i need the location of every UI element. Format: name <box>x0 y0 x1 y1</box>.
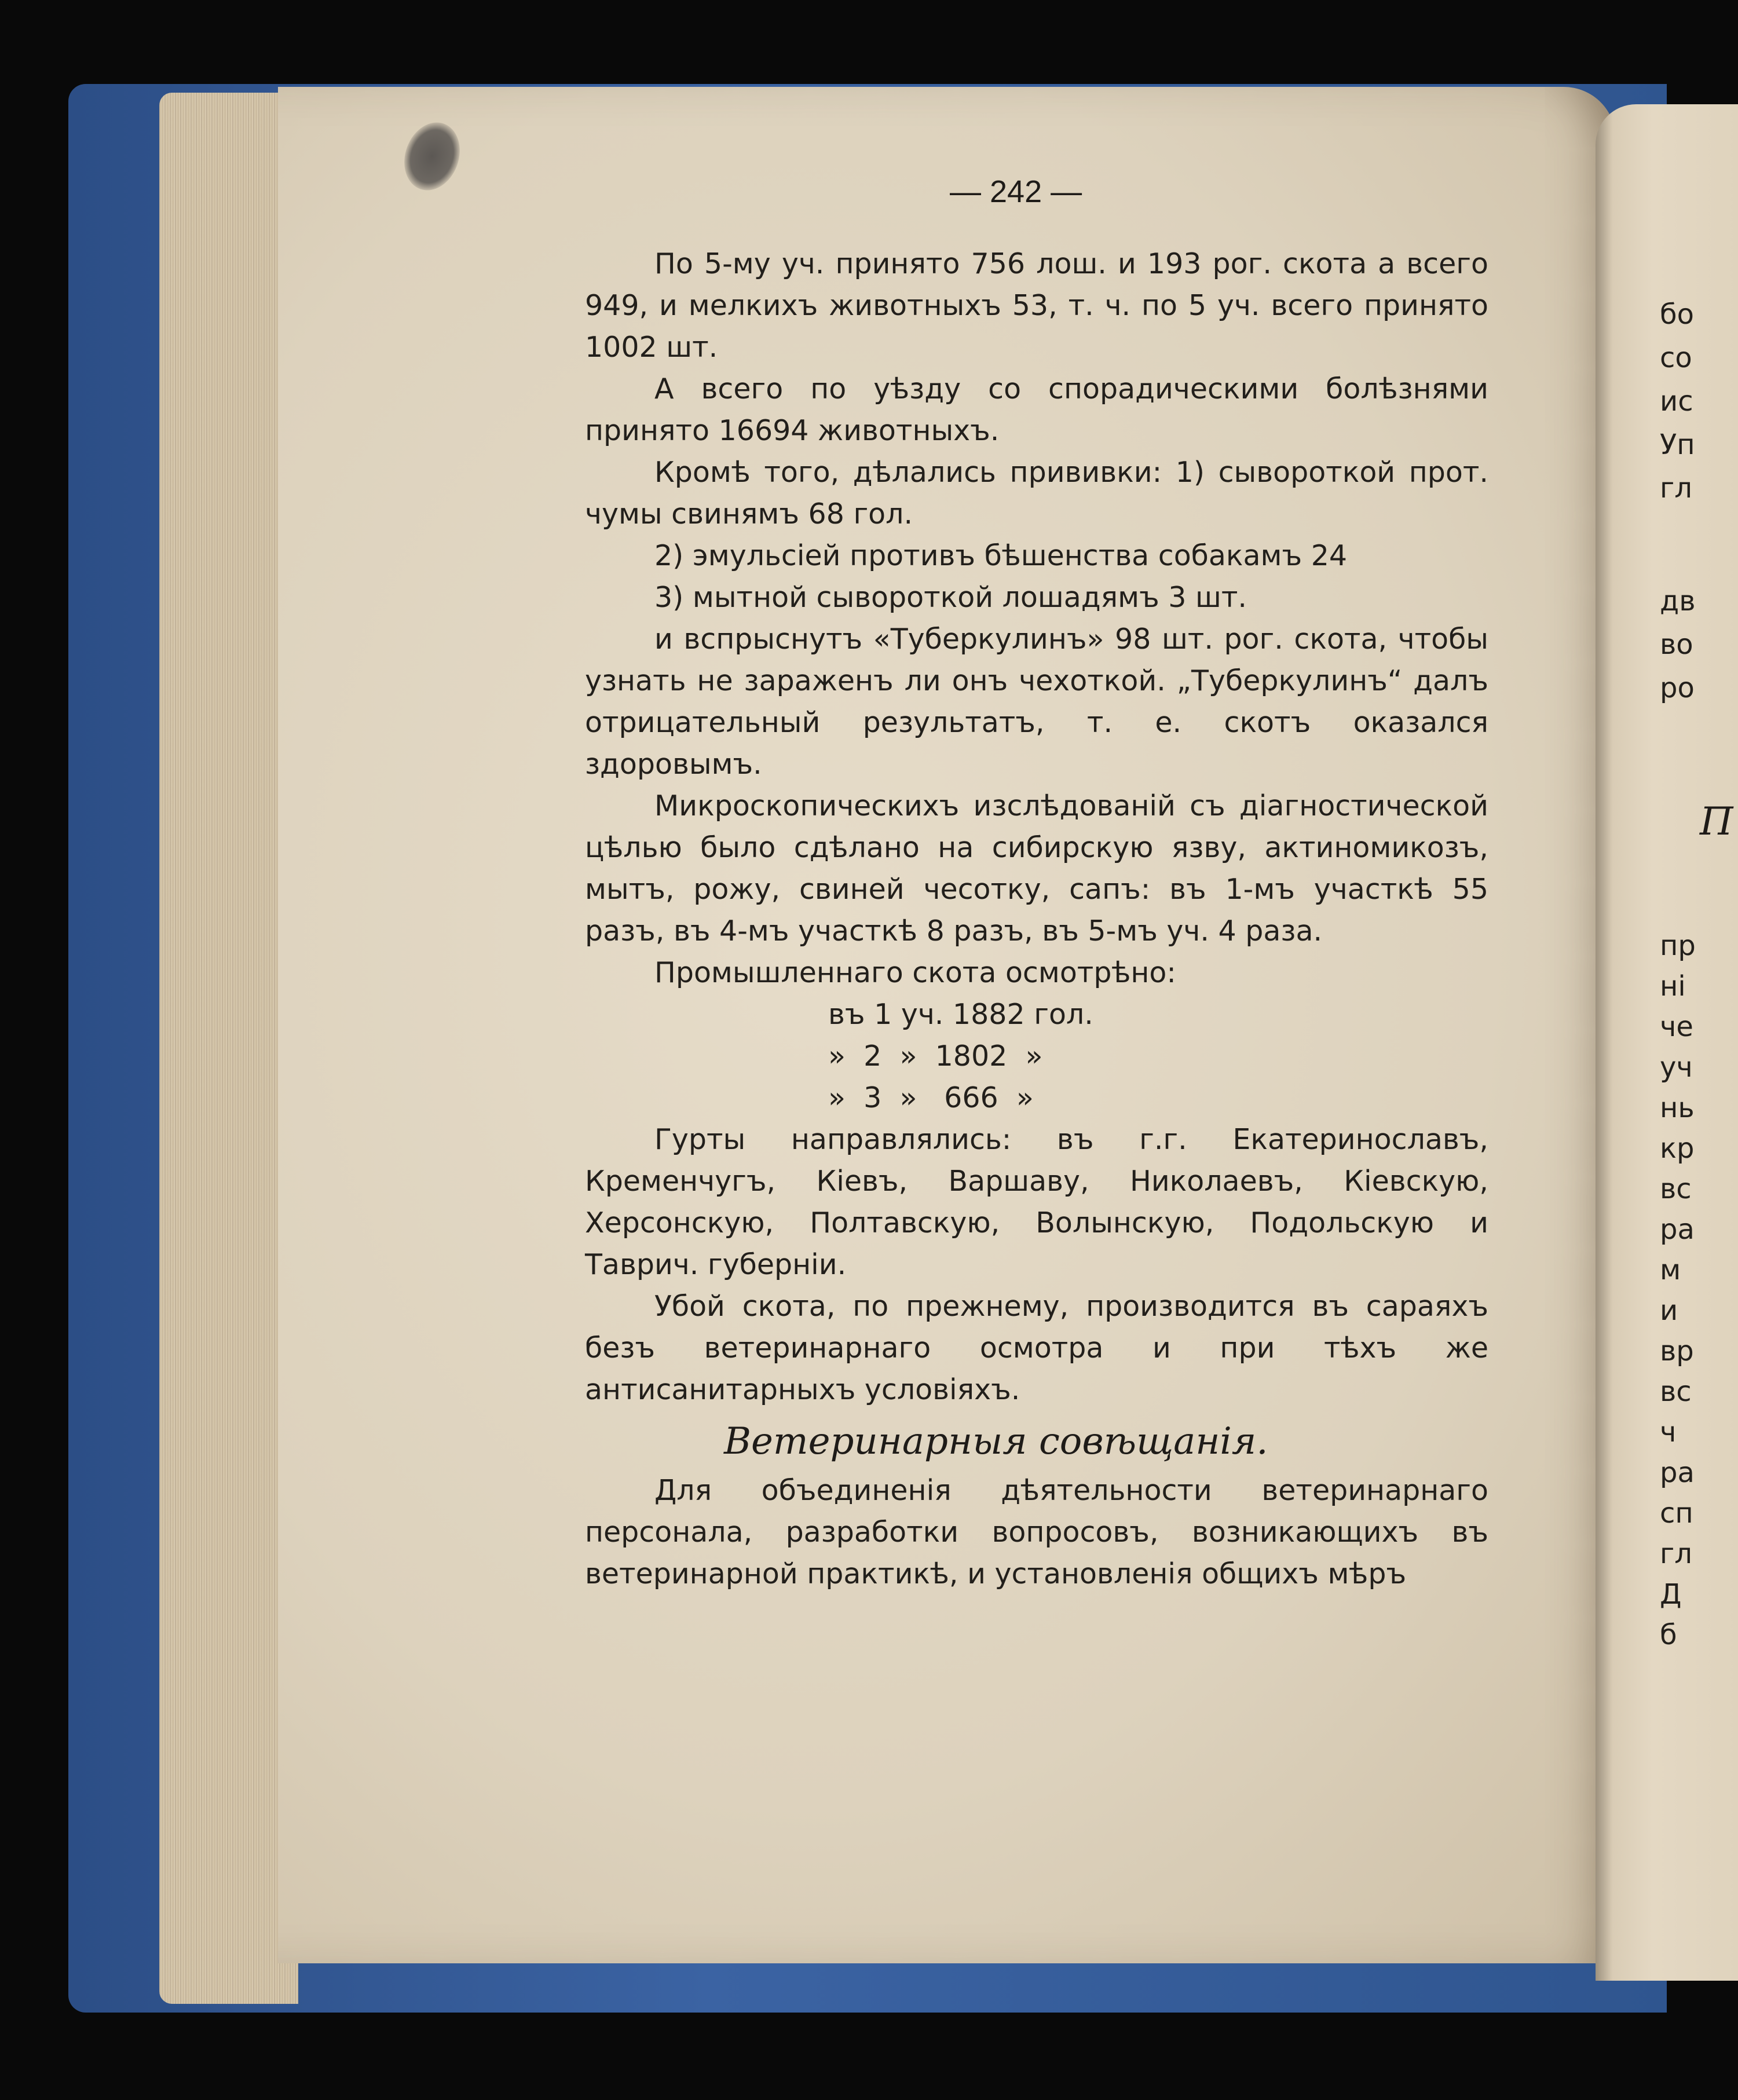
right-page-fragment: пр <box>1660 930 1696 962</box>
paragraph: Микроскопическихъ изслѣдованiй съ дiагностической цѣлью было сдѣлано на сибирскую язву, актиномикозъ, мытъ, рожу, свиней чесотку, сапъ: въ 1-мъ участкѣ 55 разъ, въ 4-мъ участкѣ 8 разъ, въ 5-мъ уч. 4 раза. <box>585 789 1488 947</box>
right-page-fragment: Уп <box>1660 429 1695 461</box>
paragraph: А всего по уѣзду со спорадическими болѣзнями принято 16694 животныхъ. <box>585 372 1488 447</box>
right-page-fragment: ис <box>1660 385 1693 418</box>
right-page-fragment: и <box>1660 1294 1678 1327</box>
tally-row: » 3 » 666 » <box>828 1081 1034 1114</box>
tally-row: » 2 » 1802 » <box>828 1040 1043 1073</box>
paragraph: Для объединенiя дѣятельности ветеринарнаго персонала, разработки вопросовъ, возникающихъ въ ветеринарной практикѣ, и установленiя общихъ мѣръ <box>585 1474 1488 1590</box>
right-page-fragment: ра <box>1660 1213 1695 1246</box>
right-page-fragment: ра <box>1660 1457 1695 1489</box>
right-page-fragment: вс <box>1660 1375 1692 1408</box>
section-heading: Ветеринарныя совѣщанiя. <box>724 1420 1268 1463</box>
right-page-fragment: ні <box>1660 970 1686 1003</box>
right-page-fragment: дв <box>1660 585 1696 617</box>
page-number: — 242 — <box>950 174 1082 209</box>
right-page-fragment: бо <box>1660 298 1694 331</box>
right-page-fragment: нь <box>1660 1092 1695 1124</box>
page-edges <box>159 93 298 2004</box>
livestock-tally <box>585 994 1488 1119</box>
paragraph: 3) мытной сывороткой лошадямъ 3 шт. <box>654 581 1247 614</box>
right-page-fragment: кр <box>1660 1132 1695 1165</box>
right-page-fragment: во <box>1660 628 1693 661</box>
right-page-fragment: гл <box>1660 1538 1692 1570</box>
paragraph: Кромѣ того, дѣлались прививки: 1) сывороткой прот. чумы свинямъ 68 гол. <box>585 456 1488 531</box>
right-page-heading-fragment: П <box>1700 799 1733 844</box>
right-page-fragment: ч <box>1660 1416 1677 1448</box>
right-page-fragment: вс <box>1660 1173 1692 1205</box>
paragraph: 2) эмульсiей противъ бѣшенства собакамъ 24 <box>654 539 1348 572</box>
right-page-fragment: м <box>1660 1254 1681 1286</box>
right-page-fragment: со <box>1660 342 1692 374</box>
paragraph: Гурты направлялись: въ г.г. Екатеринославъ, Кременчугъ, Кiевъ, Варшаву, Николаевъ, Кiевскую, Херсонскую, Полтавскую, Волынскую, Подольскую и Таврич. губернiи. <box>585 1123 1488 1281</box>
right-page-fragment: сп <box>1660 1497 1693 1530</box>
paragraph: и вспрыснутъ «Туберкулинъ» 98 шт. рог. скота, чтобы узнать не зараженъ ли онъ чехоткой. „Туберкулинъ“ далъ отрицательный результатъ, т. е. скотъ оказался здоровымъ. <box>585 623 1488 781</box>
right-page-fragment: ро <box>1660 672 1695 704</box>
paragraph: Убой скота, по прежнему, производится въ сараяхъ безъ ветеринарнаго осмотра и при тѣхъ же антисанитарныхъ условiяхъ. <box>585 1290 1488 1406</box>
right-page-fragment: уч <box>1660 1051 1693 1084</box>
right-page-fragment: б <box>1660 1619 1677 1651</box>
tally-row: въ 1 уч. 1882 гол. <box>828 998 1093 1031</box>
right-page-fragment: вр <box>1660 1335 1694 1367</box>
paragraph: Промышленнаго скота осмотрѣно: <box>654 956 1176 989</box>
right-page-fragment: гл <box>1660 472 1692 504</box>
left-page-text <box>585 243 1488 1595</box>
right-page-fragment: Д <box>1660 1578 1682 1611</box>
paragraph: По 5-му уч. принято 756 лош. и 193 рог. скота а всего 949, и мелкихъ животныхъ 53, т. ч. по 5 уч. всего принято 1002 шт. <box>585 247 1488 364</box>
right-page-fragment: че <box>1660 1011 1693 1043</box>
